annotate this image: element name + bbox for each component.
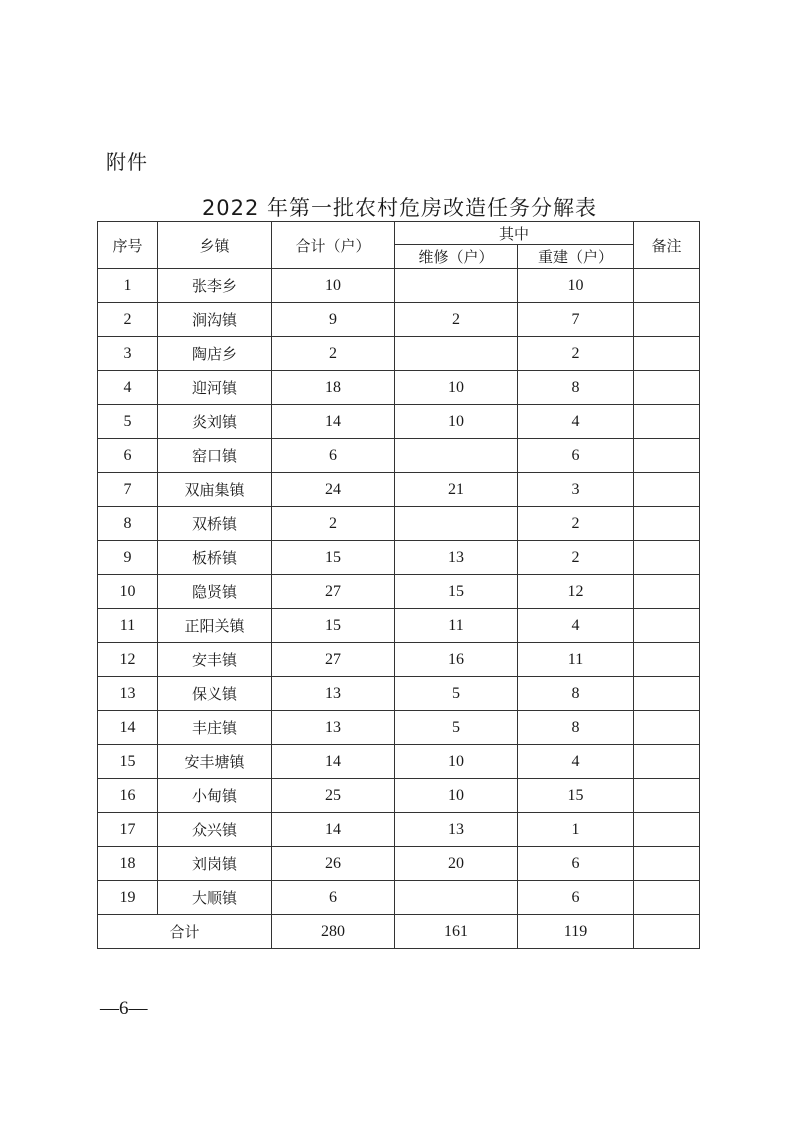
table-row xyxy=(98,881,700,915)
cell-rebuild: 4 xyxy=(518,405,634,439)
table-row xyxy=(98,473,700,507)
cell-town: 涧沟镇 xyxy=(158,303,272,337)
totals-total: 280 xyxy=(272,915,395,949)
cell-remark xyxy=(634,575,700,609)
cell-repair: 11 xyxy=(395,609,518,643)
header-total: 合计（户） xyxy=(272,222,395,269)
cell-rebuild: 15 xyxy=(518,779,634,813)
cell-rebuild: 7 xyxy=(518,303,634,337)
cell-remark xyxy=(634,269,700,303)
cell-town: 保义镇 xyxy=(158,677,272,711)
cell-repair: 21 xyxy=(395,473,518,507)
cell-repair xyxy=(395,269,518,303)
cell-town: 正阳关镇 xyxy=(158,609,272,643)
cell-town: 双庙集镇 xyxy=(158,473,272,507)
cell-repair: 5 xyxy=(395,711,518,745)
cell-seq: 2 xyxy=(98,303,158,337)
cell-seq: 16 xyxy=(98,779,158,813)
cell-seq: 11 xyxy=(98,609,158,643)
cell-town: 张李乡 xyxy=(158,269,272,303)
cell-rebuild: 11 xyxy=(518,643,634,677)
cell-remark xyxy=(634,847,700,881)
cell-rebuild: 4 xyxy=(518,609,634,643)
cell-town: 大顺镇 xyxy=(158,881,272,915)
cell-rebuild: 10 xyxy=(518,269,634,303)
page-number: —6— xyxy=(100,998,148,1019)
cell-rebuild: 4 xyxy=(518,745,634,779)
cell-remark xyxy=(634,473,700,507)
cell-remark xyxy=(634,643,700,677)
cell-remark xyxy=(634,303,700,337)
header-among: 其中 xyxy=(395,222,634,245)
attachment-label: 附件 xyxy=(106,150,148,174)
cell-remark xyxy=(634,541,700,575)
cell-rebuild: 2 xyxy=(518,337,634,371)
table-row xyxy=(98,779,700,813)
table-row xyxy=(98,847,700,881)
cell-seq: 12 xyxy=(98,643,158,677)
table-row xyxy=(98,745,700,779)
cell-town: 双桥镇 xyxy=(158,507,272,541)
cell-total: 25 xyxy=(272,779,395,813)
cell-seq: 13 xyxy=(98,677,158,711)
cell-seq: 15 xyxy=(98,745,158,779)
cell-town: 丰庄镇 xyxy=(158,711,272,745)
cell-total: 10 xyxy=(272,269,395,303)
cell-town: 窑口镇 xyxy=(158,439,272,473)
cell-town: 陶店乡 xyxy=(158,337,272,371)
cell-remark xyxy=(634,439,700,473)
cell-seq: 6 xyxy=(98,439,158,473)
cell-town: 安丰镇 xyxy=(158,643,272,677)
cell-repair: 15 xyxy=(395,575,518,609)
cell-total: 9 xyxy=(272,303,395,337)
cell-total: 13 xyxy=(272,711,395,745)
cell-repair: 5 xyxy=(395,677,518,711)
cell-town: 炎刘镇 xyxy=(158,405,272,439)
header-town: 乡镇 xyxy=(158,222,272,269)
cell-total: 15 xyxy=(272,541,395,575)
cell-total: 13 xyxy=(272,677,395,711)
table-body xyxy=(98,269,700,915)
cell-remark xyxy=(634,371,700,405)
cell-rebuild: 6 xyxy=(518,881,634,915)
totals-row xyxy=(98,915,700,949)
cell-total: 2 xyxy=(272,507,395,541)
cell-rebuild: 8 xyxy=(518,677,634,711)
cell-town: 板桥镇 xyxy=(158,541,272,575)
table-row xyxy=(98,303,700,337)
cell-seq: 17 xyxy=(98,813,158,847)
cell-rebuild: 3 xyxy=(518,473,634,507)
cell-remark xyxy=(634,507,700,541)
cell-total: 14 xyxy=(272,405,395,439)
cell-repair: 10 xyxy=(395,779,518,813)
cell-repair: 13 xyxy=(395,541,518,575)
cell-repair xyxy=(395,439,518,473)
cell-remark xyxy=(634,779,700,813)
cell-seq: 4 xyxy=(98,371,158,405)
cell-repair: 16 xyxy=(395,643,518,677)
header-rebuild: 重建（户） xyxy=(518,245,634,269)
cell-seq: 9 xyxy=(98,541,158,575)
cell-remark xyxy=(634,405,700,439)
cell-seq: 8 xyxy=(98,507,158,541)
table-title: 2022 年第一批农村危房改造任务分解表 xyxy=(201,196,598,220)
cell-seq: 3 xyxy=(98,337,158,371)
cell-town: 迎河镇 xyxy=(158,371,272,405)
cell-remark xyxy=(634,677,700,711)
cell-total: 2 xyxy=(272,337,395,371)
cell-town: 隐贤镇 xyxy=(158,575,272,609)
cell-total: 14 xyxy=(272,813,395,847)
table-row xyxy=(98,439,700,473)
table-row xyxy=(98,609,700,643)
header-remark: 备注 xyxy=(634,222,700,269)
cell-total: 6 xyxy=(272,439,395,473)
table-row xyxy=(98,541,700,575)
cell-remark xyxy=(634,711,700,745)
cell-rebuild: 2 xyxy=(518,507,634,541)
cell-repair: 2 xyxy=(395,303,518,337)
cell-rebuild: 2 xyxy=(518,541,634,575)
table-row xyxy=(98,643,700,677)
cell-seq: 7 xyxy=(98,473,158,507)
cell-total: 27 xyxy=(272,643,395,677)
cell-rebuild: 12 xyxy=(518,575,634,609)
header-seq: 序号 xyxy=(98,222,158,269)
cell-rebuild: 6 xyxy=(518,439,634,473)
table-row xyxy=(98,677,700,711)
header-repair: 维修（户） xyxy=(395,245,518,269)
cell-rebuild: 8 xyxy=(518,371,634,405)
table-row xyxy=(98,507,700,541)
cell-town: 刘岗镇 xyxy=(158,847,272,881)
cell-remark xyxy=(634,337,700,371)
cell-remark xyxy=(634,745,700,779)
cell-town: 小甸镇 xyxy=(158,779,272,813)
cell-repair: 10 xyxy=(395,405,518,439)
table-row xyxy=(98,575,700,609)
totals-label: 合计 xyxy=(98,915,272,949)
cell-rebuild: 1 xyxy=(518,813,634,847)
cell-seq: 18 xyxy=(98,847,158,881)
table-row xyxy=(98,405,700,439)
cell-total: 24 xyxy=(272,473,395,507)
cell-repair xyxy=(395,881,518,915)
cell-total: 6 xyxy=(272,881,395,915)
table-row xyxy=(98,711,700,745)
cell-total: 27 xyxy=(272,575,395,609)
table-row xyxy=(98,371,700,405)
cell-seq: 1 xyxy=(98,269,158,303)
cell-repair: 10 xyxy=(395,745,518,779)
table-row xyxy=(98,813,700,847)
cell-total: 18 xyxy=(272,371,395,405)
totals-rebuild: 119 xyxy=(518,915,634,949)
table-row xyxy=(98,337,700,371)
cell-town: 众兴镇 xyxy=(158,813,272,847)
cell-repair xyxy=(395,507,518,541)
cell-total: 26 xyxy=(272,847,395,881)
cell-seq: 10 xyxy=(98,575,158,609)
cell-seq: 5 xyxy=(98,405,158,439)
cell-repair: 13 xyxy=(395,813,518,847)
cell-rebuild: 8 xyxy=(518,711,634,745)
cell-remark xyxy=(634,813,700,847)
totals-repair: 161 xyxy=(395,915,518,949)
cell-repair: 20 xyxy=(395,847,518,881)
cell-rebuild: 6 xyxy=(518,847,634,881)
cell-seq: 14 xyxy=(98,711,158,745)
cell-repair xyxy=(395,337,518,371)
table-row xyxy=(98,269,700,303)
cell-total: 15 xyxy=(272,609,395,643)
task-breakdown-table xyxy=(97,221,700,949)
cell-total: 14 xyxy=(272,745,395,779)
cell-remark xyxy=(634,609,700,643)
totals-remark xyxy=(634,915,700,949)
cell-remark xyxy=(634,881,700,915)
cell-repair: 10 xyxy=(395,371,518,405)
cell-town: 安丰塘镇 xyxy=(158,745,272,779)
cell-seq: 19 xyxy=(98,881,158,915)
